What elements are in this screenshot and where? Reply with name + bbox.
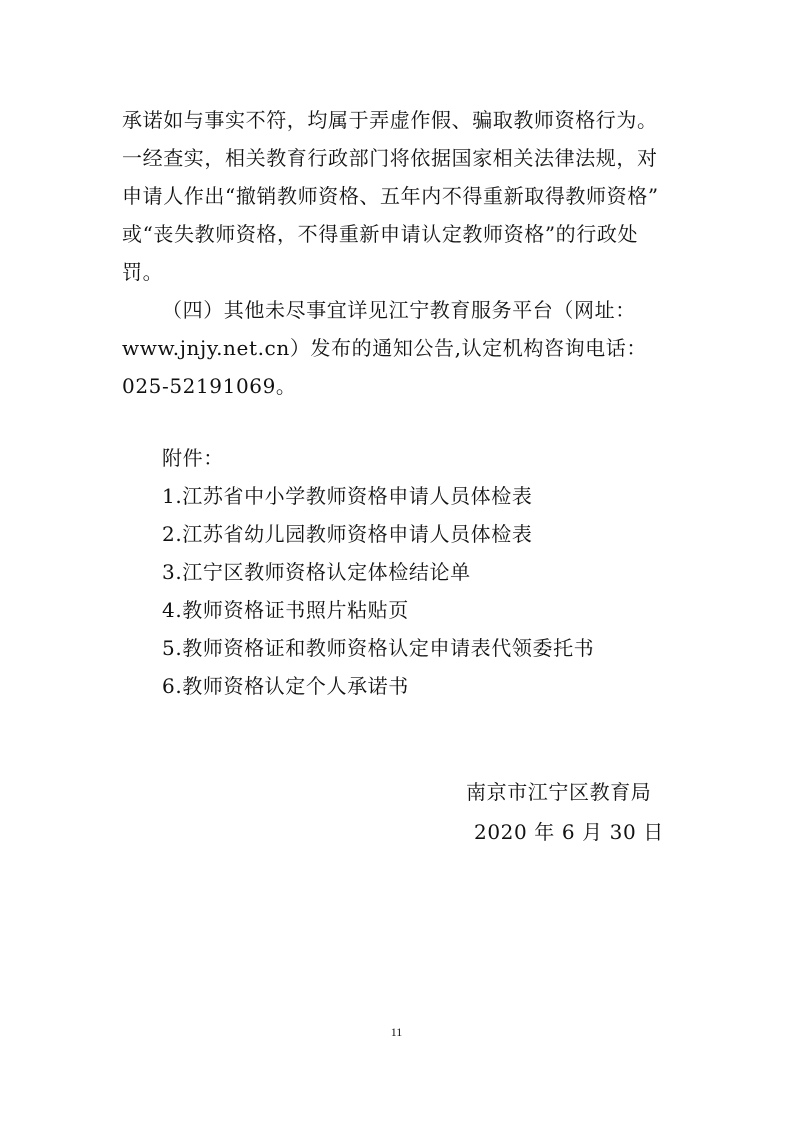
attachment-item: 6.教师资格认定个人承诺书 (162, 674, 409, 698)
paragraph-line: 025-52191069。 (122, 374, 297, 398)
paragraph-line: （四）其他未尽事宜详见江宁教育服务平台（网址： (162, 298, 636, 322)
issuing-organization: 南京市江宁区教育局 (466, 780, 652, 804)
page-number: 11 (390, 1025, 403, 1039)
attachment-item: 1.江苏省中小学教师资格申请人员体检表 (162, 484, 533, 508)
paragraph-line: 一经查实，相关教育行政部门将依据国家相关法律法规，对 (122, 146, 658, 170)
paragraph-line: 或“丧失教师资格，不得重新申请认定教师资格”的行政处 (122, 222, 639, 246)
paragraph-line: www.jnjy.net.cn）发布的通知公告,认定机构咨询电话： (122, 336, 647, 360)
paragraph-line: 申请人作出“撤销教师资格、五年内不得重新取得教师资格” (122, 184, 659, 208)
attachment-item: 2.江苏省幼儿园教师资格申请人员体检表 (162, 522, 533, 546)
attachment-item: 3.江宁区教师资格认定体检结论单 (162, 560, 471, 584)
attachments-heading: 附件： (162, 446, 224, 470)
issue-date: 2020 年 6 月 30 日 (474, 820, 664, 844)
attachment-item: 4.教师资格证书照片粘贴页 (162, 598, 409, 622)
paragraph-line: 承诺如与事实不符，均属于弄虚作假、骗取教师资格行为。 (122, 108, 658, 132)
paragraph-line: 罚。 (122, 260, 164, 284)
attachment-item: 5.教师资格证和教师资格认定申请表代领委托书 (162, 636, 595, 660)
